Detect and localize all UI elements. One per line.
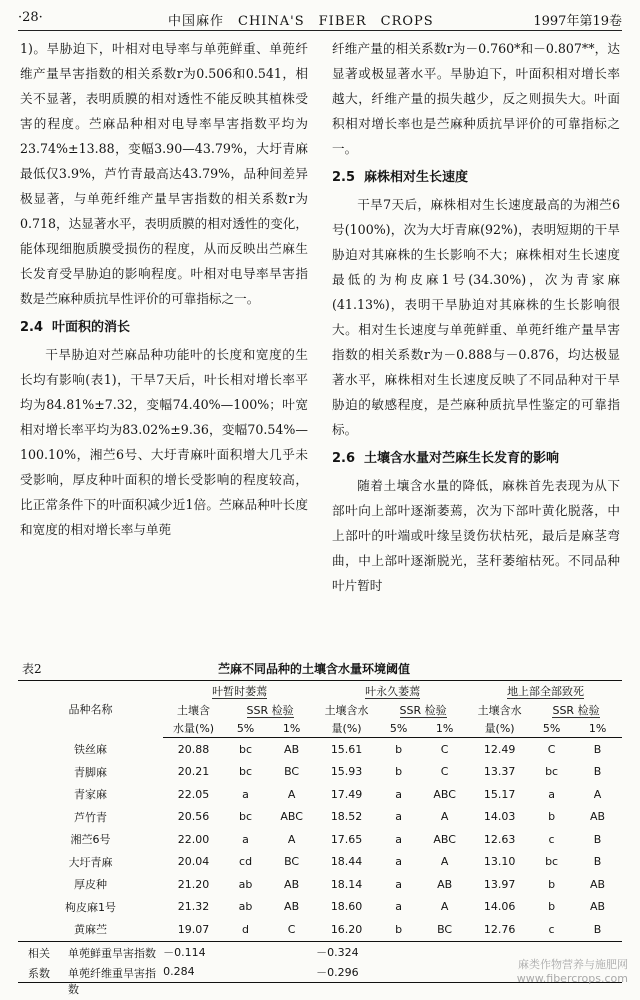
header-5pct: 5% xyxy=(224,719,267,738)
table-cell: B xyxy=(573,918,622,941)
issue-info: 1997年第19卷 xyxy=(533,14,622,29)
footer-value: －0.296 xyxy=(316,962,377,983)
table-cell: AB xyxy=(284,742,300,756)
table-cell: 20.56 xyxy=(177,810,210,824)
table-cell: 17.65 xyxy=(330,832,363,846)
table-cell: c xyxy=(530,918,573,941)
table-cell: a xyxy=(242,787,249,801)
variety-name: 青家麻 xyxy=(74,788,108,802)
table-cell: 13.37 xyxy=(483,765,516,779)
paragraph: 干旱7天后，麻株相对生长速度最高的为湘苎6号(100%)，次为大圩青麻(92%)，表明短期的干旱胁迫对其麻株的生长影响不大；麻株相对生长速度最低的为枸皮麻1号(34.30%)，次为青家麻(41.13%)，表明干旱胁迫对其麻株的生长影响很大。相对生长速度与单蔸鲜重、单蔸纤维产量旱害指数的相关系数r为－0.888与－0.876，均达极显著水平，麻株相对生长速度反映了不同品种对干旱胁迫的敏感程度，是苎麻种质抗旱性鉴定的可靠指标。 xyxy=(332,197,620,437)
header-soil-water-2: 土壤含水 xyxy=(324,704,369,717)
section-number: 2.6 xyxy=(332,451,356,466)
table-cell: 21.32 xyxy=(177,900,210,914)
table-cell: ABC xyxy=(280,810,303,824)
header-soil-water-1-unit: 水量(%) xyxy=(163,719,224,738)
table-cell: A xyxy=(440,900,449,914)
table-row xyxy=(18,738,622,761)
table-cell: 22.00 xyxy=(177,832,210,846)
variety-name: 芦竹青 xyxy=(74,810,108,824)
paragraph: 随着土壤含水量的降低，麻株首先表现为从下部叶向上部叶逐渐萎蔫，次为下部叶黄化脱落，中上部叶的叶端或叶缘呈烫伤状枯死，最后是麻茎弯曲，中上部叶逐渐脱光，茎秆萎缩枯死。不同品种叶片暂时 xyxy=(332,478,620,593)
table-cell: B xyxy=(593,832,602,846)
table-cell: A xyxy=(440,855,449,869)
table-cell: BC xyxy=(284,855,300,869)
table-cell: 14.06 xyxy=(483,900,516,914)
footer-value: －0.114 xyxy=(163,945,206,959)
table-cell: a xyxy=(395,855,402,869)
table-cell: B xyxy=(593,742,602,756)
table-cell: 17.49 xyxy=(330,787,363,801)
table-cell: b xyxy=(548,810,556,824)
table-cell: a xyxy=(395,877,402,891)
table-cell: 19.07 xyxy=(163,918,224,941)
table-cell: 15.93 xyxy=(330,765,363,779)
table-cell: 15.17 xyxy=(483,787,516,801)
footer-row-fresh-weight xyxy=(18,941,163,962)
table-cell: AB xyxy=(590,877,606,891)
table-cell: 14.03 xyxy=(483,810,516,824)
table-cell: d xyxy=(224,918,267,941)
footer-row-fiber-weight xyxy=(18,962,163,996)
table-cell: 20.21 xyxy=(177,765,210,779)
table-row xyxy=(18,873,622,896)
table-label: 表2 xyxy=(22,662,42,676)
table-cell: 18.60 xyxy=(330,900,363,914)
footer-label-correlation: 相关 xyxy=(28,946,50,960)
table-cell: 13.97 xyxy=(483,877,516,891)
table-row xyxy=(18,896,622,919)
table-cell: bc xyxy=(545,855,559,869)
table-cell: a xyxy=(395,810,402,824)
table-cell: 18.52 xyxy=(330,810,363,824)
table-row xyxy=(18,851,622,874)
table-cell: bc xyxy=(545,765,559,779)
table-cell: C xyxy=(547,742,556,756)
table-cell: a xyxy=(395,787,402,801)
table-cell: bc xyxy=(239,742,253,756)
header-group-total-death: 地上部全部致死 xyxy=(469,681,622,702)
table-cell: 22.05 xyxy=(177,787,210,801)
table-cell: b xyxy=(548,877,556,891)
running-header xyxy=(18,8,622,31)
table-cell: a xyxy=(242,832,249,846)
variety-name: 铁丝麻 xyxy=(74,743,108,756)
site-watermark xyxy=(517,958,628,986)
table-cell: A xyxy=(593,787,602,801)
table-cell: b xyxy=(395,742,403,756)
table-cell: 12.76 xyxy=(469,918,530,941)
header-ssr-3: SSR 检验 xyxy=(552,704,600,717)
table-cell: AB xyxy=(284,900,300,914)
header-soil-water-1: 土壤含 xyxy=(177,704,211,717)
header-group-permanent-wilt: 叶永久萎蔫 xyxy=(316,681,469,702)
table-body xyxy=(18,738,622,942)
page-number: ·28· xyxy=(18,10,43,25)
table-cell: A xyxy=(440,810,449,824)
table-cell: B xyxy=(593,765,602,779)
table-cell: bc xyxy=(239,810,253,824)
header-1pct: 1% xyxy=(573,719,622,738)
header-5pct: 5% xyxy=(377,719,420,738)
section-heading-2-4 xyxy=(20,315,308,340)
table-row xyxy=(18,806,622,829)
section-title: 土壤含水量对苎麻生长发育的影响 xyxy=(364,451,560,466)
table-row xyxy=(18,761,622,784)
section-number: 2.4 xyxy=(20,320,44,335)
footer-value: －0.324 xyxy=(316,945,359,959)
table-cell: 12.49 xyxy=(483,742,516,756)
table-cell: 12.63 xyxy=(483,832,516,846)
table-cell: a xyxy=(395,900,402,914)
table-cell: C xyxy=(440,765,449,779)
table-cell: C xyxy=(440,742,449,756)
table-cell: AB xyxy=(437,877,453,891)
table-cell: b xyxy=(377,918,420,941)
section-title: 叶面积的消长 xyxy=(52,320,131,335)
table-cell: A xyxy=(287,832,296,846)
variety-name: 厚皮种 xyxy=(74,878,108,892)
watermark-url: www.fibercrops.com xyxy=(516,972,628,985)
section-number: 2.5 xyxy=(332,170,356,185)
footer-label-coefficient: 系数 xyxy=(28,966,50,980)
table-cell: BC xyxy=(284,765,300,779)
right-column xyxy=(332,36,620,598)
variety-name: 黄麻苎 xyxy=(18,918,163,941)
header-1pct: 1% xyxy=(267,719,316,738)
table-cell: c xyxy=(548,832,555,846)
left-column xyxy=(20,36,308,542)
table-cell: cd xyxy=(239,855,253,869)
table-cell: 16.20 xyxy=(316,918,377,941)
header-group-temporary-wilt: 叶暂时萎蔫 xyxy=(163,681,316,702)
table-cell: 13.10 xyxy=(483,855,516,869)
paragraph: 纤维产量的相关系数r为－0.760*和－0.807**，达显著或极显著水平。旱胁迫下，叶面积相对增长率越大，纤维产量的损失越少，反之则损失大。叶面积相对增长率也是苎麻种质抗旱评价的可靠指标之一。 xyxy=(332,41,620,156)
variety-name: 青脚麻 xyxy=(74,765,108,779)
table-cell: AB xyxy=(284,877,300,891)
table-row xyxy=(18,918,622,941)
table-cell: ab xyxy=(238,900,253,914)
footer-value: 0.284 xyxy=(163,962,224,983)
header-soil-water-3: 土壤含水 xyxy=(477,704,522,717)
footer-row-label: 单蔸鲜重旱害指数 xyxy=(68,946,156,960)
paragraph: 1)。旱胁迫下，叶相对电导率与单蔸鲜重、单蔸纤维产量旱害指数的相关系数r为0.506和0.541，相关不显著，表明质膜的相对透性不能反映其植株受害的程度。苎麻品种相对电导率旱害指数平均为23.74%±13.88，变幅3.90—43.79%，大圩青麻最低仅3.9%，芦竹青最高达43.79%，品种间差异极显著，与单蔸纤维产量旱害指数的相关系数r为0.718，达显著水平，表明质膜的相对透性的变化，能体现细胞质膜受损伤的程度，从而反映出苎麻生长发育受旱胁迫的影响程度。叶相对电导率旱害指数是苎麻种质抗旱性评价的可靠指标之一。 xyxy=(20,41,308,306)
table-cell: BC xyxy=(420,918,469,941)
table-cell: 20.04 xyxy=(177,855,210,869)
watermark-line: 麻类作物营养与施肥网 xyxy=(518,958,628,971)
table-cell: a xyxy=(548,787,555,801)
table-cell: A xyxy=(287,787,296,801)
section-heading-2-5 xyxy=(332,165,620,190)
table-cell: ABC xyxy=(433,832,456,846)
header-soil-water-2-unit: 量(%) xyxy=(316,719,377,738)
variety-name: 大圩青麻 xyxy=(68,855,113,869)
header-1pct: 1% xyxy=(420,719,469,738)
header-soil-water-3-unit: 量(%) xyxy=(469,719,530,738)
table-cell: ab xyxy=(238,877,253,891)
paragraph: 干旱胁迫对苎麻品种功能叶的长度和宽度的生长均有影响(表1)，干旱7天后，叶长相对增长率平均为84.81%±7.32，变幅74.40%—100%；叶宽相对增长率平均为83.02%±9.36，变幅70.54%—100.10%，湘苎6号、大圩青麻叶面积增大几乎未受影响，厚皮种叶面积的增长受影响的程度较高，比正常条件下的叶面积减少近1倍。苎麻品种叶长度和宽度的相对增长率与单蔸 xyxy=(20,347,308,537)
table-cell: AB xyxy=(590,810,606,824)
footer-row-label: 单蔸纤维重旱害指数 xyxy=(68,966,156,996)
table-cell: ABC xyxy=(433,787,456,801)
journal-name: 中国麻作 CHINA'S FIBER CROPS xyxy=(168,14,434,29)
variety-name: 湘苎6号 xyxy=(70,833,111,847)
table-cell: C xyxy=(267,918,316,941)
table-cell: 15.61 xyxy=(330,742,363,756)
section-title: 麻株相对生长速度 xyxy=(364,170,469,185)
header-variety: 品种名称 xyxy=(18,681,163,738)
table-caption: 苎麻不同品种的土壤含水量环境阈值 xyxy=(218,662,411,676)
table-cell: 18.44 xyxy=(330,855,363,869)
variety-name: 枸皮麻1号 xyxy=(65,900,117,914)
table-cell: bc xyxy=(239,765,253,779)
table-cell: AB xyxy=(590,900,606,914)
table-cell: b xyxy=(395,765,403,779)
table-title xyxy=(18,660,622,678)
table-row xyxy=(18,828,622,851)
section-heading-2-6 xyxy=(332,446,620,471)
table-row xyxy=(18,783,622,806)
threshold-table xyxy=(18,680,622,996)
table-cell: 18.14 xyxy=(330,877,363,891)
header-ssr-2: SSR 检验 xyxy=(399,704,447,717)
table-cell: 20.88 xyxy=(177,742,210,756)
header-5pct: 5% xyxy=(530,719,573,738)
table-cell: a xyxy=(395,832,402,846)
table-cell: B xyxy=(593,855,602,869)
table-cell: 21.20 xyxy=(177,877,210,891)
table-cell: b xyxy=(548,900,556,914)
header-ssr-1: SSR 检验 xyxy=(246,704,294,717)
